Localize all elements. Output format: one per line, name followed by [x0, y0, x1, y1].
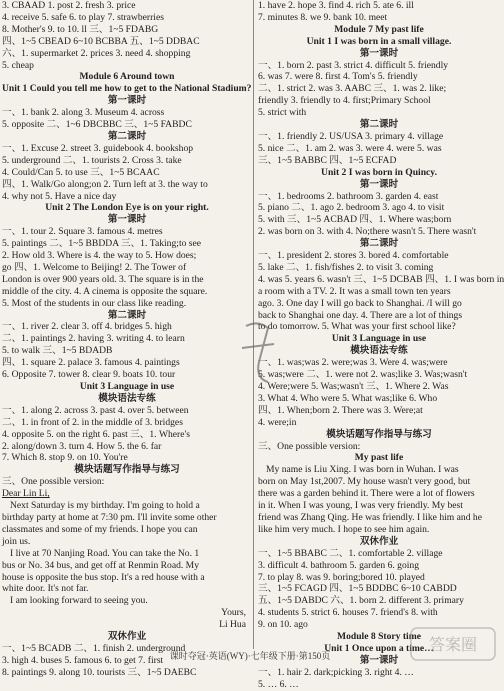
- right-text-line: 7. minutes 8. we 9. bank 10. meet: [258, 11, 388, 23]
- left-text-line: middle of the city. 4. A cinema is opposite the square.: [2, 285, 208, 297]
- right-text-line: 四、1. When;born 2. There was 3. Were;at: [258, 404, 423, 416]
- right-text-line: 双休作业: [359, 535, 399, 547]
- left-text-line: 4. why not 5. Have a nice day: [2, 190, 117, 202]
- left-text-line: Yours,: [221, 607, 246, 619]
- left-text-line: 四、1. square 2. palace 3. famous 4. paintings: [2, 357, 180, 369]
- left-text-line: 一、1. bank 2. along 3. Museum 4. across: [2, 107, 165, 119]
- left-text-line: 三、One possible version:: [2, 476, 105, 488]
- left-text-line: 7. Which 8. stop 9. on 10. You're: [2, 452, 128, 464]
- left-text-line: 2. along/down 3. turn 4. How 5. the 6. far: [2, 440, 162, 452]
- right-text-line: friendly 3. friendly to 4. first;Primary School: [258, 95, 431, 107]
- left-text-line: go 四、1. Welcome to Beijing! 2. The Tower of: [2, 261, 187, 273]
- right-text-line: Unit 3 Language in use: [331, 333, 427, 345]
- left-text-line: Next Saturday is my birthday. I'm going to hold a: [10, 500, 200, 512]
- left-text-line: 二、1. paintings 2. having 3. writing 4. to learn: [2, 333, 185, 345]
- right-text-line: 一、1. hair 2. dark;picking 3. right 4. …: [258, 666, 414, 678]
- right-text-line: 第二课时: [359, 119, 399, 131]
- left-text-line: 双休作业: [107, 631, 147, 643]
- left-text-line: 3. CBAAD 1. post 2. fresh 3. price: [2, 0, 136, 11]
- left-text-line: 四、1~5 CBEAD 6~10 BCBBA 五、1~5 DDBAC: [2, 35, 200, 47]
- right-text-line: 第二课时: [359, 238, 399, 250]
- right-text-line: 9. on 10. ago: [258, 619, 308, 631]
- left-text-line: 第二课时: [107, 130, 147, 142]
- left-text-line: 一、1. tour 2. Square 3. famous 4. metres: [2, 226, 163, 238]
- right-text-line: 4. students 5. strict 6. houses 7. friend's 8. with: [258, 607, 438, 619]
- right-text-line: 4. Were;were 5. Was;wasn't 三、1. Where 2. Was: [258, 381, 449, 392]
- left-text-line: 5. underground 二、1. tourists 2. Cross 3. take: [2, 154, 182, 166]
- left-text-line: 8. Mother's 9. to 10. ll 三、1~5 FDABG: [2, 23, 159, 35]
- right-text-line: ago. 3. One day I will go back to Shanghai. /I will go: [258, 297, 462, 309]
- right-text-line: My past life: [354, 452, 404, 464]
- right-text-line: 6. was 7. were 8. first 4. Tom's 5. friendly: [258, 71, 418, 83]
- page-footer: 课时夺冠·英语(WY)·七年级下册·第150页: [169, 651, 331, 661]
- left-text-line: 二、1. in front of 2. in the middle of 3. bridges: [2, 416, 183, 428]
- left-text-line: 模块话题写作指导与练习: [74, 464, 180, 476]
- left-text-line: join us.: [2, 535, 31, 547]
- left-text-line: 第二课时: [107, 309, 147, 321]
- right-text-line: 第一课时: [359, 47, 399, 59]
- right-text-line: born on May 1st,2007. My house wasn't very good, but: [258, 476, 471, 488]
- right-text-line: 模块话题写作指导与练习: [326, 428, 432, 440]
- right-text-line: 5. … 6. …: [258, 678, 299, 690]
- left-text-line: 3. high 4. buses 5. famous 6. to get 7. first: [2, 654, 164, 666]
- left-text-line: house is opposite the bus stop. It's a red house with a: [2, 571, 205, 583]
- right-text-line: 5. was;were 二、1. were not 2. was;like 3. Was;wasn't: [258, 369, 468, 381]
- right-text-line: 1. have 2. hope 3. find 4. rich 5. ate 6. ill: [258, 0, 414, 11]
- right-text-line: 7. to play 8. was 9. boring;bored 10. played: [258, 571, 425, 583]
- left-text-line: London is over 900 years old. 3. The square is in the: [2, 273, 204, 285]
- right-text-line: friend was Zhang Qing. He was friendly. I like him and he: [258, 511, 482, 523]
- right-text-line: 模块语法专练: [350, 345, 408, 357]
- left-text-line: Module 6 Around town: [79, 71, 175, 83]
- left-text-line: 4. Could/Can 5. to use 三、1~5 BCAAC: [2, 166, 160, 178]
- right-text-line: Unit 1 I was born in a small village.: [306, 35, 452, 47]
- left-text-line: 5. Most of the students in our class like reading.: [2, 297, 187, 309]
- left-text-line: 2. How old 3. Where is 4. the way to 5. How does;: [2, 250, 197, 262]
- svg-text:答案圈: 答案圈: [428, 635, 478, 654]
- right-text-line: there was a garden behind it. There were a lot of flowers: [258, 488, 475, 500]
- left-text-line: bus or No. 34 bus, and get off at Renmin Road. My: [2, 559, 200, 571]
- left-text-line: I am looking forward to seeing you.: [10, 595, 148, 607]
- right-text-line: 一、1. was;was 2. were;was 3. Were 4. was;were: [258, 357, 448, 369]
- right-text-line: Unit 1 Once upon a time…: [324, 642, 434, 654]
- right-text-line: 第一课时: [359, 178, 399, 190]
- left-text-line: 一、1. Excuse 2. street 3. guidebook 4. bookshop: [2, 142, 194, 154]
- left-text-line: 六、1. supermarket 2. prices 3. need 4. shopping: [2, 47, 191, 59]
- left-text-line: 5. paintings 二、1~5 BBDDA 三、1. Taking;to see: [2, 238, 202, 250]
- right-text-line: Module 7 My past life: [334, 23, 424, 35]
- right-text-line: 一、1~5 BBABC 二、1. comfortable 2. village: [258, 547, 443, 559]
- left-text-line: 5. to walk 三、1~5 BDADB: [2, 345, 113, 357]
- left-text-line: 第一课时: [107, 95, 147, 107]
- left-text-line: Unit 2 The London Eye is on your right.: [45, 202, 209, 214]
- left-text-line: Unit 1 Could you tell me how to get to the National Stadium?: [2, 83, 252, 95]
- right-text-line: 3. What 4. Who were 5. What was;like 6. Who: [258, 392, 438, 404]
- right-column: [256, 0, 504, 690]
- right-text-line: 4. were;in: [258, 416, 297, 428]
- right-text-line: 5. piano 二、1. ago 2. bedroom 3. ago 4. to visit: [258, 202, 445, 214]
- left-text-line: Li Hua: [219, 619, 246, 631]
- right-text-line: 第一课时: [359, 654, 399, 666]
- left-text-line: 5. cheap: [2, 59, 34, 71]
- left-text-line: 5. opposite 二、1~6 DBCBBC 三、1~5 FABDC: [2, 119, 192, 131]
- left-text-line: white door. It's not far.: [2, 583, 89, 595]
- right-text-line: 5. lake 二、1. fish/fishes 2. to visit 3. coming: [258, 261, 434, 273]
- left-text-line: classmates and some of my friends. I hope you can: [2, 523, 198, 535]
- left-text-line: 一、1. along 2. across 3. past 4. over 5. between: [2, 404, 189, 416]
- right-text-line: 三、1~5 BABBC 四、1~5 ECFAD: [258, 154, 397, 166]
- right-text-line: 4. was 5. years 6. wasn't 三、1~5 DCBAB 四、1. I was born in: [258, 273, 504, 285]
- right-text-line: 3. difficult 4. bathroom 5. garden 6. going: [258, 559, 420, 571]
- right-text-line: to do tomorrow. 5. What was your first school like?: [258, 321, 456, 333]
- left-text-line: 一、1. river 2. clear 3. off 4. bridges 5. high: [2, 321, 172, 333]
- left-text-line: 第一课时: [107, 214, 147, 226]
- watermark-logo: [410, 627, 496, 661]
- right-text-line: 五、1~5 DABDC 六、1. born 2. different 3. primary: [258, 595, 464, 607]
- right-text-line: 三、One possible version:: [258, 440, 361, 452]
- left-text-line: 四、1. Walk/Go along;on 2. Turn left at 3. the way to: [2, 178, 208, 190]
- right-text-line: Unit 2 I was born in Quincy.: [321, 166, 437, 178]
- left-text-line: Dear Lin Li,: [2, 488, 50, 500]
- left-text-line: 4. opposite 5. on the right 6. past 三、1. Where's: [2, 428, 190, 440]
- left-text-line: Unit 3 Language in use: [79, 381, 175, 392]
- right-text-line: like him very much. I hope to see him again.: [258, 523, 430, 535]
- left-text-line: 6. Opposite 7. tower 8. clear 9. boats 10. tour: [2, 369, 176, 381]
- right-text-line: 5. with 三、1~5 ACBAD 四、1. Where was;born: [258, 214, 452, 226]
- right-text-line: 5. nice 二、1. am 2. was 3. were 4. were 5. was: [258, 142, 442, 154]
- right-text-line: 一、1. bedrooms 2. bathroom 3. garden 4. east: [258, 190, 439, 202]
- right-text-line: 一、1. president 2. stores 3. bored 4. comfortable: [258, 250, 449, 262]
- left-text-line: 一、1~5 BCADB 二、1. finish 2. underground: [2, 642, 186, 654]
- left-text-line: I live at 70 Nanjing Road. You can take the No. 1: [10, 547, 200, 559]
- right-text-line: Module 8 Story time: [337, 631, 421, 643]
- right-text-line: in it. When I was young, I was very friendly. My best: [258, 500, 463, 512]
- right-text-line: 一、1. friendly 2. US/USA 3. primary 4. village: [258, 130, 444, 142]
- handwritten-stamp: [238, 318, 278, 388]
- right-text-line: 三、1~5 FCAGD 四、1~5 BDDBC 6~10 CABDD: [258, 583, 457, 595]
- left-text-line: birthday party at home at 7:30 pm. I'll invite some other: [2, 511, 217, 523]
- right-text-line: 二、1. strict 2. was 3. AABC 三、1. was 2. like;: [258, 83, 447, 95]
- left-text-line: 模块语法专练: [98, 392, 156, 404]
- left-text-line: 4. receive 5. safe 6. to play 7. strawberries: [2, 11, 164, 23]
- right-text-line: a room with a TV. 2. It was a small town ten years: [258, 285, 451, 297]
- left-text-line: 8. paintings 9. along 10. tourists 三、1~5 DAEBC: [2, 666, 197, 678]
- right-text-line: My name is Liu Xing. I was born in Wuhan. I was: [266, 464, 459, 476]
- right-text-line: 2. was born on 3. with 4. No;there wasn't 5. There wasn't: [258, 226, 477, 238]
- right-text-line: 一、1. born 2. past 3. strict 4. difficult 5. friendly: [258, 59, 449, 71]
- right-text-line: 5. strict with: [258, 107, 307, 119]
- right-text-line: back to Shanghai one day. 4. There are a lot of things: [258, 309, 463, 321]
